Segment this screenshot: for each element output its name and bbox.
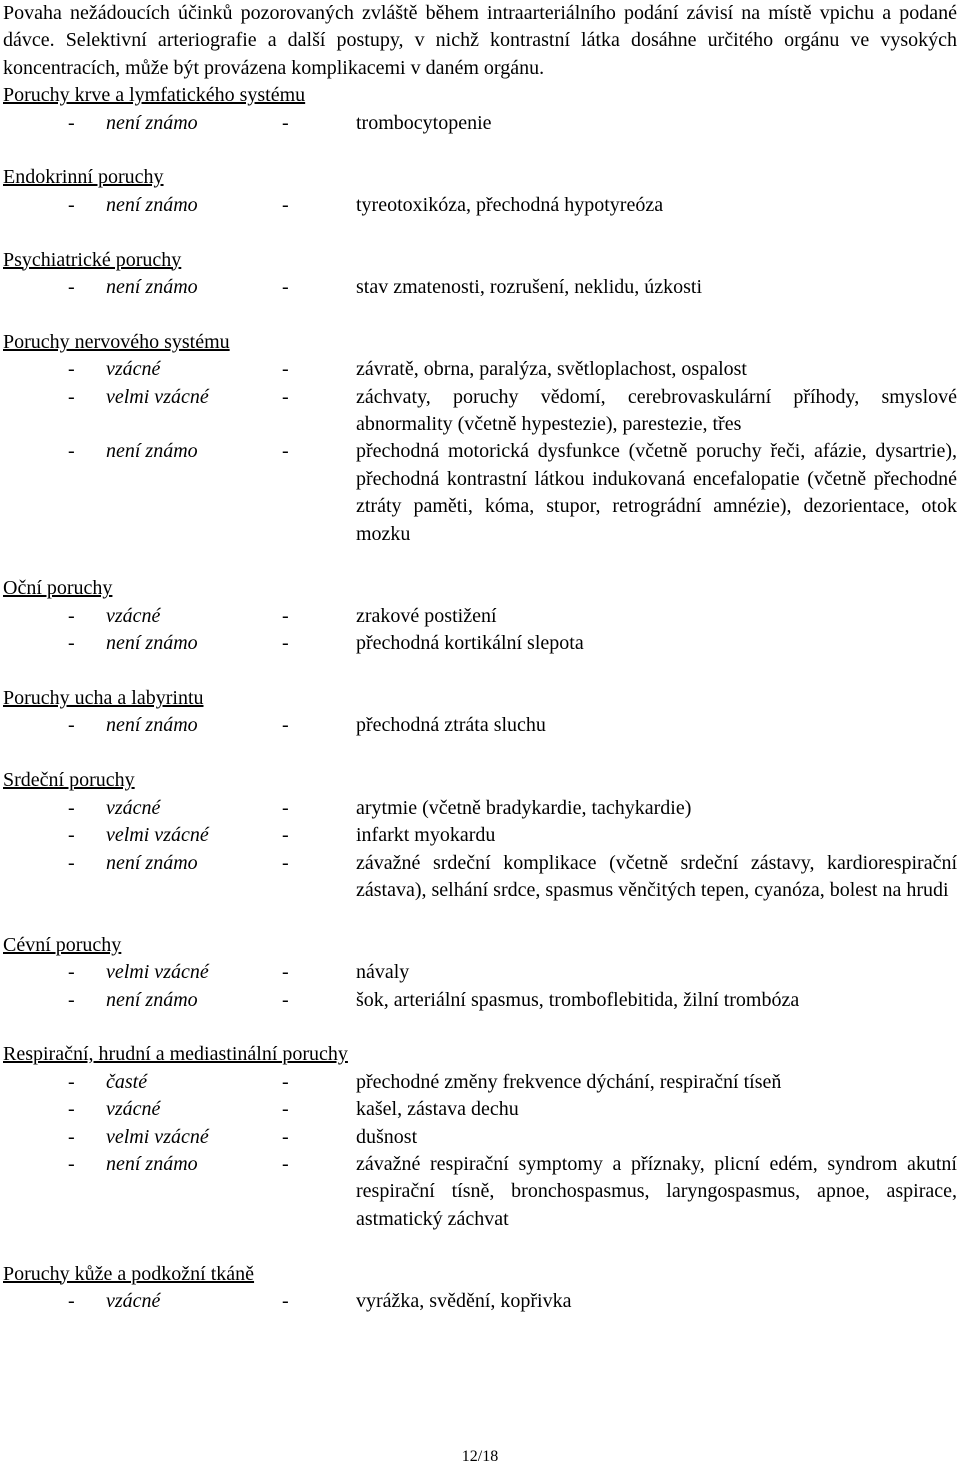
section bbox=[3, 329, 957, 548]
effect-row bbox=[3, 822, 957, 849]
section bbox=[3, 164, 957, 219]
effect-description: přechodná motorická dysfunkce (včetně poruchy řeči, afázie, dysartrie), přechodná kontrastní látkou indukovaná encefalopatie (včetně přechodné ztráty paměti, kóma, stupor, retrográdní amnézie), dezorientace, otok mozku bbox=[356, 440, 957, 545]
dash-separator: - bbox=[282, 1152, 289, 1175]
effect-row bbox=[3, 959, 957, 986]
effect-description: závratě, obrna, paralýza, světloplachost, ospalost bbox=[356, 358, 747, 381]
dash-marker: - bbox=[68, 1070, 75, 1093]
effect-row bbox=[3, 603, 957, 630]
effect-description: závažné srdeční komplikace (včetně srdeční zástavy, kardiorespirační zástava), selhání srdce, spasmus věnčitých tepen, cyanóza, bolest na hrudi bbox=[356, 851, 957, 901]
dash-marker: - bbox=[68, 796, 75, 819]
effect-description: kašel, zástava dechu bbox=[356, 1098, 519, 1121]
effect-description: přechodné změny frekvence dýchání, respirační tíseň bbox=[356, 1070, 782, 1093]
dash-separator: - bbox=[282, 111, 289, 134]
section-heading: Poruchy krve a lymfatického systému bbox=[3, 84, 306, 107]
effect-description: dušnost bbox=[356, 1125, 418, 1148]
section-heading: Psychiatrické poruchy bbox=[3, 248, 182, 271]
frequency-label: vzácné bbox=[106, 1098, 161, 1121]
frequency-label: velmi vzácné bbox=[106, 961, 209, 984]
dash-marker: - bbox=[68, 714, 75, 737]
dash-marker: - bbox=[68, 1152, 75, 1175]
dash-marker: - bbox=[68, 358, 75, 381]
section bbox=[3, 575, 957, 657]
section-heading: Srdeční poruchy bbox=[3, 769, 135, 792]
effect-description: přechodná ztráta sluchu bbox=[356, 714, 546, 737]
frequency-label: není známo bbox=[106, 111, 198, 134]
dash-separator: - bbox=[282, 988, 289, 1011]
effect-row bbox=[3, 1096, 957, 1123]
effect-row bbox=[3, 192, 957, 219]
frequency-label: není známo bbox=[106, 632, 198, 655]
frequency-label: velmi vzácné bbox=[106, 385, 209, 408]
dash-marker: - bbox=[68, 276, 75, 299]
frequency-label: není známo bbox=[106, 988, 198, 1011]
frequency-label: vzácné bbox=[106, 1289, 161, 1312]
dash-separator: - bbox=[282, 824, 289, 847]
section bbox=[3, 1261, 957, 1316]
section bbox=[3, 767, 957, 904]
dash-marker: - bbox=[68, 824, 75, 847]
dash-separator: - bbox=[282, 276, 289, 299]
dash-marker: - bbox=[68, 1125, 75, 1148]
dash-separator: - bbox=[282, 714, 289, 737]
frequency-label: není známo bbox=[106, 851, 198, 874]
effect-description: přechodná kortikální slepota bbox=[356, 632, 584, 655]
dash-marker: - bbox=[68, 988, 75, 1011]
dash-separator: - bbox=[282, 1125, 289, 1148]
dash-marker: - bbox=[68, 604, 75, 627]
section-heading: Poruchy nervového systému bbox=[3, 330, 230, 353]
dash-separator: - bbox=[282, 1289, 289, 1312]
section bbox=[3, 82, 957, 137]
dash-separator: - bbox=[282, 796, 289, 819]
section bbox=[3, 247, 957, 302]
effect-description: stav zmatenosti, rozrušení, neklidu, úzkosti bbox=[356, 276, 703, 299]
adverse-effects-list bbox=[3, 82, 957, 1315]
effect-row bbox=[3, 630, 957, 657]
dash-marker: - bbox=[68, 440, 75, 463]
effect-description: závažné respirační symptomy a příznaky, plicní edém, syndrom akutní respirační tísně, bronchospasmus, laryngospasmus, apnoe, aspirace, astmatický záchvat bbox=[356, 1152, 957, 1230]
dash-separator: - bbox=[282, 385, 289, 408]
dash-marker: - bbox=[68, 1098, 75, 1121]
intro-paragraph: Povaha nežádoucích účinků pozorovaných zvláště během intraarteriálního podání závisí na místě vpichu a podané dávce. Selektivní arteriografie a další postupy, v nichž kontrastní látka dosáhne určitého orgánu ve vysokých koncentracích, může být provázena komplikacemi v daném orgánu. bbox=[3, 2, 957, 79]
effect-description: trombocytopenie bbox=[356, 111, 492, 134]
dash-marker: - bbox=[68, 851, 75, 874]
effect-row bbox=[3, 356, 957, 383]
effect-row bbox=[3, 438, 957, 548]
section-heading: Respirační, hrudní a mediastinální poruchy bbox=[3, 1043, 348, 1066]
dash-separator: - bbox=[282, 1070, 289, 1093]
effect-description: arytmie (včetně bradykardie, tachykardie) bbox=[356, 796, 692, 819]
dash-separator: - bbox=[282, 632, 289, 655]
frequency-label: vzácné bbox=[106, 796, 161, 819]
frequency-label: velmi vzácné bbox=[106, 824, 209, 847]
frequency-label: vzácné bbox=[106, 358, 161, 381]
dash-separator: - bbox=[282, 193, 289, 216]
effect-row bbox=[3, 1124, 957, 1151]
effect-row bbox=[3, 1151, 957, 1233]
effect-row bbox=[3, 384, 957, 439]
effect-description: infarkt myokardu bbox=[356, 824, 496, 847]
section bbox=[3, 932, 957, 1014]
section-heading: Cévní poruchy bbox=[3, 933, 122, 956]
effect-row bbox=[3, 274, 957, 301]
frequency-label: není známo bbox=[106, 714, 198, 737]
dash-marker: - bbox=[68, 385, 75, 408]
dash-marker: - bbox=[68, 193, 75, 216]
effect-row bbox=[3, 712, 957, 739]
effect-description: vyrážka, svědění, kopřivka bbox=[356, 1289, 572, 1312]
effect-description: zrakové postižení bbox=[356, 604, 497, 627]
frequency-label: vzácné bbox=[106, 604, 161, 627]
dash-marker: - bbox=[68, 961, 75, 984]
effect-description: šok, arteriální spasmus, tromboflebitida, žilní trombóza bbox=[356, 988, 800, 1011]
dash-marker: - bbox=[68, 111, 75, 134]
section-heading: Poruchy ucha a labyrintu bbox=[3, 687, 204, 710]
effect-row bbox=[3, 795, 957, 822]
dash-marker: - bbox=[68, 1289, 75, 1312]
effect-row bbox=[3, 110, 957, 137]
effect-row bbox=[3, 1288, 957, 1315]
section bbox=[3, 1041, 957, 1233]
effect-description: tyreotoxikóza, přechodná hypotyreóza bbox=[356, 193, 664, 216]
section bbox=[3, 685, 957, 740]
effect-row bbox=[3, 987, 957, 1014]
dash-separator: - bbox=[282, 851, 289, 874]
effect-row bbox=[3, 1069, 957, 1096]
frequency-label: není známo bbox=[106, 440, 198, 463]
dash-separator: - bbox=[282, 961, 289, 984]
effect-description: návaly bbox=[356, 961, 410, 984]
dash-separator: - bbox=[282, 358, 289, 381]
section-heading: Oční poruchy bbox=[3, 577, 113, 600]
frequency-label: velmi vzácné bbox=[106, 1125, 209, 1148]
dash-separator: - bbox=[282, 1098, 289, 1121]
page-number: 12/18 bbox=[461, 1448, 499, 1465]
effect-row bbox=[3, 850, 957, 905]
frequency-label: časté bbox=[106, 1070, 148, 1093]
frequency-label: není známo bbox=[106, 276, 198, 299]
dash-marker: - bbox=[68, 632, 75, 655]
dash-separator: - bbox=[282, 604, 289, 627]
section-heading: Poruchy kůže a podkožní tkáně bbox=[3, 1262, 255, 1285]
effect-description: záchvaty, poruchy vědomí, cerebrovaskulární příhody, smyslové abnormality (včetně hypestezie), parestezie, třes bbox=[356, 385, 957, 436]
dash-separator: - bbox=[282, 440, 289, 463]
frequency-label: není známo bbox=[106, 1152, 198, 1175]
section-heading: Endokrinní poruchy bbox=[3, 166, 164, 189]
document-page bbox=[3, 0, 957, 1315]
frequency-label: není známo bbox=[106, 193, 198, 216]
